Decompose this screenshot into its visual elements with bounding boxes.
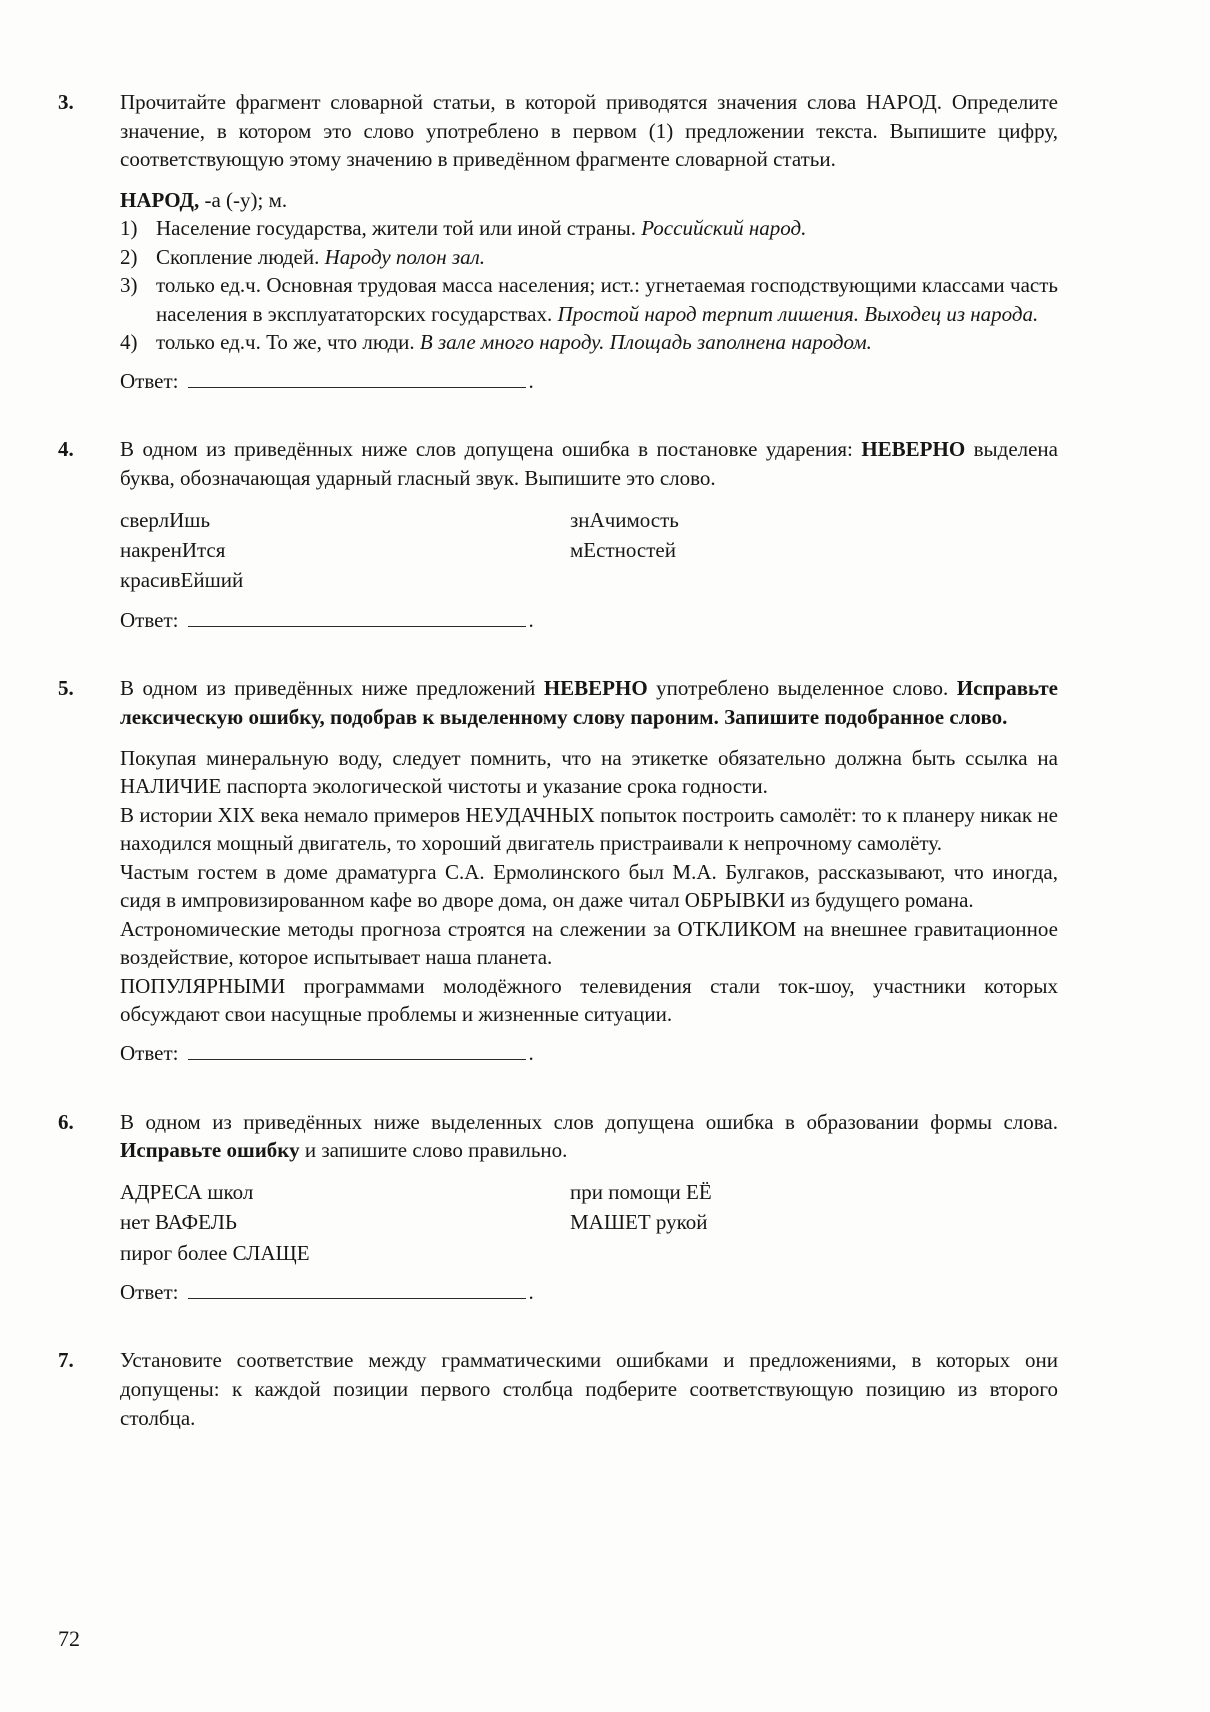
- meaning-definition: Население государства, жители той или иной страны.: [156, 216, 636, 241]
- meaning-number: 2): [120, 244, 138, 269]
- word-item: пирог более СЛАЩЕ: [120, 1240, 310, 1265]
- sentence-paragraph: Астрономические методы прогноза строятся на слежении за ОТКЛИКОМ на внешнее гравитационное воздействие, которое испытывает наша планета.: [120, 916, 1058, 970]
- answer-label: Ответ:: [120, 1279, 179, 1304]
- word-item: при помощи ЕЁ: [570, 1179, 712, 1204]
- task-7-number: 7.: [58, 1348, 74, 1373]
- meaning-number: 4): [120, 330, 138, 355]
- answer-period: .: [528, 1040, 534, 1065]
- task-5-intro: [120, 674, 1058, 731]
- meaning-text: [156, 214, 1058, 243]
- answer-blank: [188, 368, 526, 388]
- word-item: АДРЕСА школ: [120, 1179, 254, 1204]
- answer-row: [120, 1278, 1058, 1307]
- answer-blank: [188, 607, 526, 627]
- intro-emphasis: Исправьте лексическую ошибку, подобрав к выделенному слову пароним. Запишите подобранное слово.: [120, 676, 1058, 729]
- word-item: мЕстностей: [570, 538, 676, 562]
- meaning-number: 1): [120, 216, 138, 241]
- answer-period: .: [528, 1279, 534, 1304]
- meaning-example: Простой народ терпит лишения. Выходец из народа.: [557, 301, 1039, 326]
- dictionary-meaning: [120, 243, 1058, 272]
- task-5-body: [120, 674, 1058, 1067]
- dictionary-entry: [120, 186, 1058, 357]
- word-list-left: [120, 1177, 570, 1268]
- word-list-right: [570, 505, 679, 596]
- meaning-example: В зале много народу. Площадь заполнена народом.: [419, 330, 872, 355]
- meaning-text: [156, 271, 1058, 328]
- intro-text: В одном из приведённых ниже слов допущена ошибка в постановке ударения:: [120, 437, 862, 462]
- word-list: [120, 1177, 1058, 1268]
- answer-blank: [188, 1279, 526, 1299]
- sentence-list: [120, 744, 1058, 1029]
- headword-grammar: -а (-у); м.: [199, 187, 288, 212]
- meaning-definition: только ед.ч. Основная трудовая масса населения; ист.: угнетаемая господствующими классами часть населения в эксплуататорских государствах.: [156, 273, 1058, 326]
- task-3-intro: Прочитайте фрагмент словарной статьи, в которой приводятся значения слова НАРОД. Определите значение, в котором это слово употреблено в первом (1) предложении текста. Выпишите цифру, соответствующую этому значению в приведённом фрагменте словарной статьи.: [120, 90, 1058, 172]
- answer-blank: [188, 1040, 526, 1060]
- task-3-body: [120, 88, 1058, 395]
- answer-label: Ответ:: [120, 1040, 179, 1065]
- dictionary-meaning: [120, 214, 1058, 243]
- task-7-intro: Установите соответствие между грамматическими ошибками и предложениями, в которых они допущены: к каждой позиции первого столбца подберите соответствующую позицию из второго столбца.: [120, 1348, 1058, 1430]
- answer-row: [120, 606, 1058, 635]
- meaning-number: 3): [120, 273, 138, 298]
- answer-period: .: [528, 607, 534, 632]
- word-item: накренИтся: [120, 538, 226, 562]
- word-item: МАШЕТ рукой: [570, 1210, 708, 1235]
- task-4-body: [120, 435, 1058, 634]
- task-6-body: [120, 1108, 1058, 1307]
- intro-text: В одном из приведённых ниже выделенных слов допущена ошибка в образовании формы слова.: [120, 1109, 1058, 1134]
- word-item: нет ВАФЕЛЬ: [120, 1210, 237, 1235]
- intro-emphasis: НЕВЕРНО: [861, 437, 966, 462]
- answer-label: Ответ:: [120, 607, 179, 632]
- task-4: [58, 435, 1058, 634]
- word-list-right: [570, 1177, 712, 1268]
- task-3-number: 3.: [58, 90, 74, 114]
- task-6: [58, 1108, 1058, 1307]
- intro-text: и запишите слово правильно.: [299, 1138, 568, 1163]
- sentence-paragraph: Покупая минеральную воду, следует помнить, что на этикетке обязательно должна быть ссылка на НАЛИЧИЕ паспорта экологической чистоты и указание срока годности.: [120, 745, 1058, 799]
- meaning-definition: только ед.ч. То же, что люди.: [156, 330, 415, 355]
- task-7: [58, 1346, 1058, 1432]
- dictionary-headword: [120, 186, 1058, 215]
- meaning-text: [156, 328, 1058, 357]
- task-4-number: 4.: [58, 437, 74, 462]
- answer-period: .: [528, 368, 534, 393]
- task-7-body: [120, 1346, 1058, 1432]
- task-3: [58, 88, 1058, 395]
- meaning-text: [156, 243, 1058, 272]
- page-number: 72: [58, 1626, 80, 1651]
- meaning-example: Народу полон зал.: [324, 244, 486, 269]
- word-list: [120, 505, 1058, 596]
- sentence-paragraph: Частым гостем в доме драматурга С.А. Ермолинского был М.А. Булгаков, рассказывают, что иногда, сидя в импровизированном кафе во дворе дома, он даже читал ОБРЫВКИ из будущего романа.: [120, 859, 1058, 913]
- word-item: сверлИшь: [120, 507, 211, 532]
- dictionary-meaning: [120, 328, 1058, 357]
- intro-text: В одном из приведённых ниже предложений: [120, 676, 544, 701]
- intro-text: употреблено выделенное слово.: [647, 676, 957, 701]
- task-5-number: 5.: [58, 676, 74, 701]
- dictionary-meaning: [120, 271, 1058, 328]
- meaning-example: Российский народ.: [641, 216, 807, 241]
- task-5: [58, 674, 1058, 1067]
- headword-word: НАРОД,: [120, 187, 200, 212]
- task-4-intro: [120, 435, 1058, 492]
- intro-emphasis: Исправьте ошибку: [120, 1138, 300, 1163]
- sentence-paragraph: В истории XIX века немало примеров НЕУДАЧНЫХ попыток построить самолёт: то к планеру никак не находился мощный двигатель, то хороший двигатель пристраивали к непрочному самолёту.: [120, 802, 1058, 856]
- sentence-paragraph: ПОПУЛЯРНЫМИ программами молодёжного телевидения стали ток-шоу, участники которых обсуждают свои насущные проблемы и жизненные ситуации.: [120, 973, 1058, 1027]
- answer-row: [120, 367, 1058, 396]
- word-item: знАчимость: [570, 507, 679, 532]
- intro-text: выделена буква, обозначающая ударный гласный звук. Выпишите это слово.: [120, 437, 1058, 491]
- task-6-intro: [120, 1108, 1058, 1165]
- word-list-left: [120, 505, 570, 596]
- answer-row: [120, 1039, 1058, 1068]
- meaning-definition: Скопление людей.: [156, 244, 320, 269]
- word-item: красивЕйший: [120, 568, 244, 593]
- intro-emphasis: НЕВЕРНО: [543, 676, 648, 701]
- answer-label: Ответ:: [120, 368, 179, 393]
- task-6-number: 6.: [58, 1109, 74, 1134]
